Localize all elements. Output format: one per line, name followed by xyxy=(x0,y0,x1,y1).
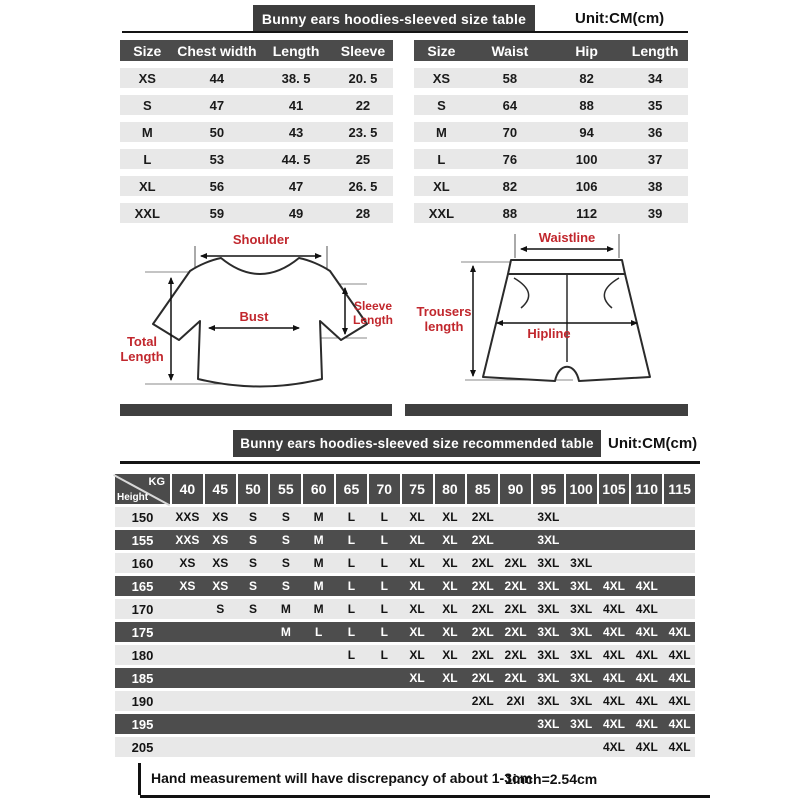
hoodie-size-table-title: Bunny ears hoodies-sleeved size table xyxy=(253,5,535,33)
size-cell: 34 xyxy=(647,70,663,86)
size-recommendation-cell: 4XL xyxy=(668,648,691,662)
size-recommendation-cell: XL xyxy=(442,625,458,639)
weight-column-header: 60 xyxy=(303,474,334,504)
size-recommendation-cell: 4XL xyxy=(602,694,625,708)
column-header: Waist xyxy=(491,42,529,59)
size-table-row xyxy=(414,176,688,196)
size-recommendation-cell: XL xyxy=(442,556,458,570)
size-recommendation-cell: L xyxy=(314,625,323,639)
size-table-row xyxy=(120,203,393,223)
hipline-label: Hipline xyxy=(527,326,571,341)
size-recommendation-cell: 2XL xyxy=(471,510,494,524)
size-cell: 106 xyxy=(575,178,598,194)
size-recommendation-cell: XL xyxy=(442,602,458,616)
size-recommendation-cell: 2XL xyxy=(471,556,494,570)
size-recommendation-cell: 2XL xyxy=(504,671,527,685)
size-cell: 44. 5 xyxy=(281,151,311,167)
size-table-row xyxy=(120,122,393,142)
size-recommendation-cell: XL xyxy=(409,533,425,547)
size-recommendation-cell: XS xyxy=(212,579,229,593)
size-recommendation-cell: S xyxy=(281,510,290,524)
matrix-row xyxy=(115,691,695,711)
size-recommendation-cell: 2XI xyxy=(506,694,525,708)
waistline-label: Waistline xyxy=(538,230,596,245)
kg-height-corner-cell xyxy=(115,474,170,504)
size-recommendation-cell: 2XL xyxy=(471,533,494,547)
size-table-row xyxy=(414,203,688,223)
size-recommendation-cell: 2XL xyxy=(471,694,494,708)
size-cell: XL xyxy=(433,178,450,194)
size-recommendation-cell: 4XL xyxy=(668,625,691,639)
column-header: Chest width xyxy=(177,42,257,59)
size-cell: 59 xyxy=(209,205,225,221)
size-cell: XS xyxy=(138,70,156,86)
size-recommendation-cell: M xyxy=(280,625,291,639)
matrix-row xyxy=(115,576,695,596)
matrix-header-row xyxy=(115,474,695,504)
matrix-row xyxy=(115,645,695,665)
size-recommendation-cell: XS xyxy=(179,556,196,570)
size-recommendation-cell: 3XL xyxy=(537,556,560,570)
height-row-label: 170 xyxy=(131,601,154,617)
size-recommendation-cell: 3XL xyxy=(570,671,593,685)
size-cell: 41 xyxy=(288,97,304,113)
size-cell: 76 xyxy=(502,151,518,167)
size-recommendation-cell: L xyxy=(347,510,356,524)
size-cell: 82 xyxy=(502,178,518,194)
size-recommendation-cell: L xyxy=(380,556,388,570)
size-table-row xyxy=(120,95,393,115)
size-cell: 64 xyxy=(502,97,518,113)
size-recommendation-cell: L xyxy=(347,602,356,616)
size-recommendation-cell: M xyxy=(313,602,324,616)
height-row-label: 195 xyxy=(131,716,154,732)
size-cell: 88 xyxy=(502,205,518,221)
weight-column-header: 105 xyxy=(599,474,630,504)
size-recommendation-cell: 3XL xyxy=(570,648,593,662)
size-recommendation-cell: 4XL xyxy=(602,579,625,593)
size-recommendation-cell: S xyxy=(216,602,225,616)
footer-left-bar xyxy=(138,763,141,795)
weight-column-header: 80 xyxy=(435,474,466,504)
size-recommendation-cell: XL xyxy=(409,602,425,616)
column-header: Size xyxy=(133,42,162,59)
size-cell: XS xyxy=(432,70,451,86)
size-recommendation-cell: 3XL xyxy=(570,579,593,593)
matrix-row xyxy=(115,737,695,757)
divider-bar-right xyxy=(405,404,688,416)
weight-column-header: 75 xyxy=(402,474,433,504)
size-cell: M xyxy=(141,124,153,140)
size-recommendation-cell: 4XL xyxy=(602,602,625,616)
weight-column-header: 40 xyxy=(172,474,203,504)
size-recommendation-cell: L xyxy=(380,533,388,547)
size-recommendation-cell: 4XL xyxy=(602,671,625,685)
size-cell: S xyxy=(437,97,446,113)
height-row-label: 205 xyxy=(131,739,154,755)
size-recommendation-cell: 4XL xyxy=(668,694,691,708)
divider-bar-left xyxy=(120,404,392,416)
size-recommendation-cell: L xyxy=(380,579,388,593)
weight-column-header: 55 xyxy=(270,474,301,504)
size-cell: 88 xyxy=(579,97,594,113)
weight-column-header: 115 xyxy=(664,474,695,504)
shorts-waistband xyxy=(508,260,625,274)
size-recommendation-cell: L xyxy=(347,579,356,593)
size-recommendation-cell: 4XL xyxy=(635,625,658,639)
sleeve-length-label-line1: Sleeve xyxy=(353,299,393,313)
size-recommendation-cell: 4XL xyxy=(635,671,658,685)
matrix-row xyxy=(115,714,695,734)
size-recommendation-cell: XL xyxy=(409,625,425,639)
size-recommendation-cell: 3XL xyxy=(537,648,560,662)
weight-column-header: 95 xyxy=(533,474,564,504)
size-recommendation-cell: S xyxy=(281,533,290,547)
height-row-label: 180 xyxy=(131,647,154,663)
size-recommendation-cell: M xyxy=(313,579,324,593)
size-recommendation-cell: 2XL xyxy=(504,625,527,639)
total-length-label-line1: Total xyxy=(126,334,158,349)
size-cell: 20. 5 xyxy=(348,70,378,86)
matrix-row xyxy=(115,622,695,642)
size-cell: 36 xyxy=(647,124,663,140)
size-recommendation-matrix xyxy=(115,474,695,757)
size-cell: 56 xyxy=(209,178,225,194)
size-recommendation-cell: L xyxy=(380,625,388,639)
size-table-row xyxy=(414,122,688,142)
size-recommendation-cell: 2XL xyxy=(504,556,527,570)
weight-column-header: 65 xyxy=(336,474,367,504)
size-recommendation-cell: 4XL xyxy=(602,648,625,662)
size-table-row xyxy=(120,68,393,88)
column-header: Length xyxy=(272,42,320,59)
size-recommendation-cell: 3XL xyxy=(537,579,560,593)
size-cell: M xyxy=(435,124,447,140)
height-row-label: 150 xyxy=(131,509,154,525)
trousers-length-label-line1: Trousers xyxy=(416,304,472,319)
column-header: Sleeve xyxy=(340,42,386,59)
size-cell: 82 xyxy=(579,70,594,86)
size-recommendation-cell: XL xyxy=(409,671,425,685)
size-recommendation-cell: L xyxy=(380,602,388,616)
size-recommendation-cell: XL xyxy=(409,556,425,570)
shorts-measurement-diagram xyxy=(405,228,690,400)
size-cell: 70 xyxy=(502,124,518,140)
size-cell: 100 xyxy=(575,151,598,167)
size-recommendation-cell: XXS xyxy=(175,533,200,547)
size-recommendation-cell: L xyxy=(380,648,388,662)
size-cell: 37 xyxy=(647,151,663,167)
size-recommendation-cell: 4XL xyxy=(635,602,658,616)
size-table-row xyxy=(414,95,688,115)
size-cell: 47 xyxy=(209,97,225,113)
size-recommendation-cell: M xyxy=(313,533,324,547)
height-row-label: 185 xyxy=(131,670,154,686)
size-recommendation-cell: XS xyxy=(212,533,229,547)
size-recommendation-cell: L xyxy=(347,556,356,570)
size-recommendation-cell: 4XL xyxy=(635,694,658,708)
size-recommendation-cell: XL xyxy=(442,648,458,662)
tshirt-measurement-diagram xyxy=(115,228,400,400)
height-row-label: 175 xyxy=(131,624,154,640)
size-cell: 28 xyxy=(355,205,371,221)
size-recommendation-cell: XS xyxy=(212,556,229,570)
height-row-label: 165 xyxy=(131,578,154,594)
height-row-label: 160 xyxy=(131,555,154,571)
bust-label: Bust xyxy=(239,309,269,324)
size-table-header-row xyxy=(414,40,688,61)
size-cell: 112 xyxy=(576,205,598,221)
recommended-table-title: Bunny ears hoodies-sleeved size recommended table xyxy=(233,430,601,457)
trousers-length-label-line2: length xyxy=(424,319,464,334)
size-table-row xyxy=(120,149,393,169)
size-cell: 43 xyxy=(288,124,304,140)
size-cell: 94 xyxy=(579,124,594,140)
size-recommendation-cell: L xyxy=(347,533,356,547)
weight-column-header: 45 xyxy=(205,474,236,504)
size-recommendation-cell: XS xyxy=(179,579,196,593)
size-recommendation-cell: 4XL xyxy=(668,717,691,731)
size-recommendation-cell: 3XL xyxy=(570,625,593,639)
unit-label-top: Unit:CM(cm) xyxy=(575,10,665,27)
size-cell: XXL xyxy=(134,205,160,221)
size-recommendation-cell: 2XL xyxy=(504,579,527,593)
size-recommendation-cell: S xyxy=(249,602,258,616)
size-recommendation-cell: 2XL xyxy=(504,648,527,662)
size-cell: 47 xyxy=(288,178,304,194)
measurement-note: Hand measurement will have discrepancy of about 1-3cm xyxy=(151,770,533,786)
size-cell: 58 xyxy=(502,70,518,86)
weight-column-header: 50 xyxy=(238,474,269,504)
size-recommendation-cell: M xyxy=(280,602,291,616)
size-cell: XXL xyxy=(428,205,455,221)
size-recommendation-cell: L xyxy=(380,510,388,524)
column-header: Size xyxy=(427,42,456,59)
size-recommendation-cell: L xyxy=(347,648,356,662)
divider-line-top xyxy=(122,31,688,33)
size-recommendation-cell: 4XL xyxy=(602,740,625,754)
total-length-label-line2: Length xyxy=(120,349,164,364)
size-table-row xyxy=(120,176,393,196)
size-recommendation-cell: 3XL xyxy=(537,533,560,547)
size-recommendation-cell: XXS xyxy=(175,510,200,524)
size-recommendation-cell: XL xyxy=(442,510,458,524)
size-table-row xyxy=(414,68,688,88)
size-cell: 49 xyxy=(288,205,304,221)
size-recommendation-cell: 4XL xyxy=(668,671,691,685)
size-recommendation-cell: 3XL xyxy=(570,694,593,708)
kg-axis-label: KG xyxy=(148,476,165,488)
size-recommendation-cell: M xyxy=(313,556,324,570)
column-header: Length xyxy=(631,42,679,59)
height-row-label: 190 xyxy=(131,693,154,709)
weight-column-header: 100 xyxy=(566,474,597,504)
size-cell: 23. 5 xyxy=(348,124,378,140)
size-recommendation-cell: XL xyxy=(409,648,425,662)
size-recommendation-cell: XL xyxy=(442,579,458,593)
size-cell: 38. 5 xyxy=(281,70,311,86)
size-recommendation-cell: 4XL xyxy=(602,625,625,639)
hoodie-measurements-table xyxy=(120,40,393,223)
size-recommendation-cell: 2XL xyxy=(504,602,527,616)
size-cell: 44 xyxy=(209,70,225,86)
inch-conversion-note: 1inch=2.54cm xyxy=(505,771,598,787)
size-recommendation-cell: S xyxy=(281,556,290,570)
size-cell: 22 xyxy=(355,97,371,113)
size-recommendation-cell: 3XL xyxy=(570,602,593,616)
size-recommendation-cell: 3XL xyxy=(537,671,560,685)
size-recommendation-cell: XL xyxy=(442,533,458,547)
size-recommendation-cell: S xyxy=(249,533,258,547)
weight-column-header: 70 xyxy=(369,474,400,504)
size-recommendation-cell: XL xyxy=(442,671,458,685)
size-recommendation-cell: 3XL xyxy=(537,694,560,708)
size-recommendation-cell: 3XL xyxy=(537,625,560,639)
size-cell: XL xyxy=(138,178,156,194)
sleeve-length-label-line2: Length xyxy=(353,313,393,327)
size-cell: 50 xyxy=(209,124,225,140)
size-recommendation-cell: 3XL xyxy=(537,602,560,616)
matrix-row xyxy=(115,507,695,527)
footer-bottom-line xyxy=(140,795,710,798)
column-header: Hip xyxy=(575,42,598,59)
size-table-row xyxy=(414,149,688,169)
size-cell: 38 xyxy=(647,178,663,194)
matrix-row xyxy=(115,599,695,619)
size-recommendation-cell: S xyxy=(249,556,258,570)
size-recommendation-cell: 2XL xyxy=(471,602,494,616)
size-recommendation-cell: 3XL xyxy=(537,510,560,524)
weight-column-header: 110 xyxy=(631,474,662,504)
matrix-row xyxy=(115,553,695,573)
size-cell: 39 xyxy=(647,205,663,221)
size-cell: 53 xyxy=(209,151,225,167)
size-recommendation-cell: 3XL xyxy=(570,717,593,731)
size-recommendation-cell: S xyxy=(249,579,258,593)
weight-column-header: 85 xyxy=(467,474,498,504)
shoulder-label: Shoulder xyxy=(232,232,290,247)
size-recommendation-cell: 3XL xyxy=(537,717,560,731)
size-recommendation-cell: 3XL xyxy=(570,556,593,570)
size-recommendation-cell: 4XL xyxy=(635,740,658,754)
size-recommendation-cell: 2XL xyxy=(471,671,494,685)
size-recommendation-cell: M xyxy=(313,510,324,524)
size-recommendation-cell: 4XL xyxy=(668,740,691,754)
size-recommendation-cell: 4XL xyxy=(635,579,658,593)
size-cell: L xyxy=(437,151,446,167)
matrix-row xyxy=(115,668,695,688)
size-recommendation-cell: 4XL xyxy=(635,648,658,662)
size-cell: 25 xyxy=(355,151,371,167)
size-recommendation-cell: XL xyxy=(409,510,425,524)
size-recommendation-cell: XL xyxy=(409,579,425,593)
size-recommendation-cell: 2XL xyxy=(471,625,494,639)
size-recommendation-cell: 2XL xyxy=(471,579,494,593)
size-recommendation-cell: S xyxy=(249,510,258,524)
shorts-measurements-table xyxy=(414,40,688,223)
size-cell: 26. 5 xyxy=(348,178,378,194)
height-axis-label: Height xyxy=(117,492,149,503)
divider-line-bottom xyxy=(120,461,700,464)
matrix-row xyxy=(115,530,695,550)
size-cell: L xyxy=(143,151,152,167)
size-recommendation-cell: L xyxy=(347,625,356,639)
size-recommendation-cell: 2XL xyxy=(471,648,494,662)
weight-column-header: 90 xyxy=(500,474,531,504)
size-recommendation-cell: 4XL xyxy=(602,717,625,731)
unit-label-bottom: Unit:CM(cm) xyxy=(608,435,698,452)
size-recommendation-cell: XS xyxy=(212,510,229,524)
size-cell: 35 xyxy=(647,97,663,113)
size-table-header-row xyxy=(120,40,393,61)
size-recommendation-cell: 4XL xyxy=(635,717,658,731)
height-row-label: 155 xyxy=(131,532,154,548)
size-recommendation-cell: S xyxy=(281,579,290,593)
size-cell: S xyxy=(142,97,152,113)
